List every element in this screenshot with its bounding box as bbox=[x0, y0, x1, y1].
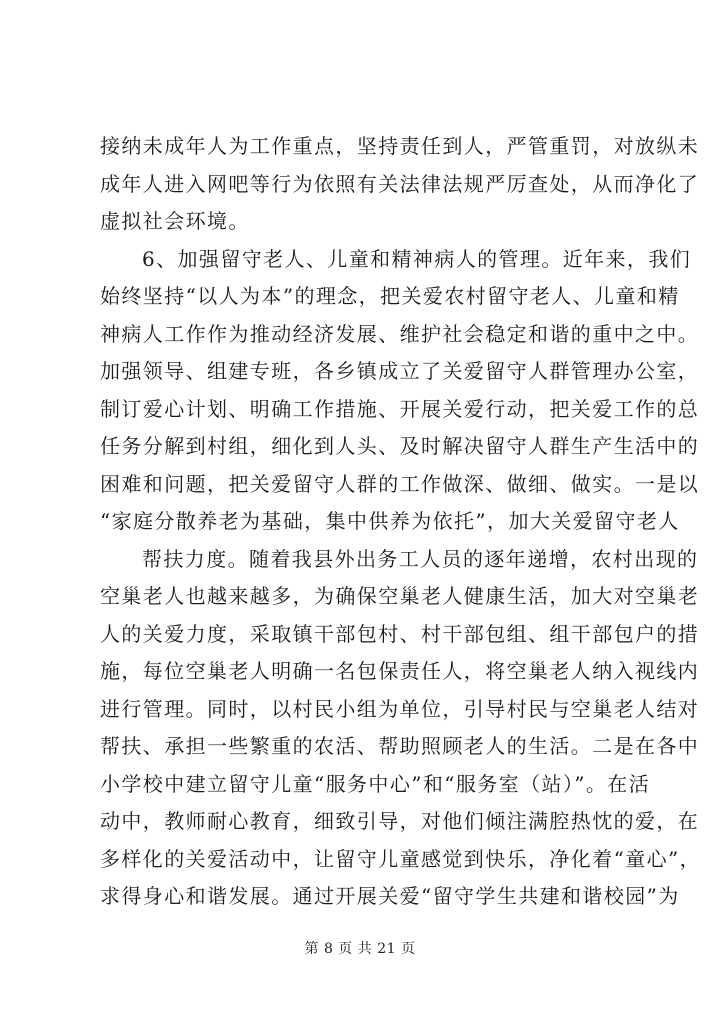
text-line: 制订爱心计划、明确工作措施、开展关爱行动，把关爱工作的总 bbox=[100, 396, 700, 421]
text-line: 进行管理。同时，以村民小组为单位，引导村民与空巢老人结对 bbox=[100, 696, 700, 721]
text-line: 任务分解到村组，细化到人头、及时解决留守人群生产生活中的 bbox=[100, 434, 700, 458]
text-line: 多样化的关爱活动中，让留守儿童感觉到快乐，净化着“童心”， bbox=[100, 846, 702, 871]
text-line: 帮扶、承担一些繁重的农活、帮助照顾老人的生活。二是在各中 bbox=[100, 734, 700, 758]
text-line: 帮扶力度。随着我县外出务工人员的逐年递增，农村出现的 bbox=[142, 546, 699, 571]
text-line: 成年人进入网吧等行为依照有关法律法规严厉查处，从而净化了 bbox=[100, 171, 700, 196]
text-line: “家庭分散养老为基础，集中供养为依托”，加大关爱留守老人 bbox=[100, 509, 680, 533]
text-line: 困难和问题，把关爱留守人群的工作做深、做细、做实。一是以 bbox=[100, 471, 700, 496]
text-line: 6、加强留守老人、儿童和精神病人的管理。近年来，我们 bbox=[142, 246, 692, 271]
text-line: 空巢老人也越来越多，为确保空巢老人健康生活，加大对空巢老 bbox=[100, 584, 700, 608]
text-line: 求得身心和谐发展。通过开展关爱“留守学生共建和谐校园”为 bbox=[100, 884, 680, 908]
body-text bbox=[100, 128, 702, 916]
text-line: 神病人工作作为推动经济发展、维护社会稳定和谐的重中之中。 bbox=[100, 321, 700, 346]
text-line: 虚拟社会环境。 bbox=[100, 209, 250, 233]
text-line: 小学校中建立留守儿童“服务中心”和“服务室（站）”。在活 bbox=[100, 771, 651, 796]
text-line: 接纳未成年人为工作重点，坚持责任到人，严管重罚，对放纵未 bbox=[100, 134, 700, 158]
page-footer: 第 8 页 共 21 页 bbox=[304, 941, 416, 957]
text-line: 加强领导、组建专班，各乡镇成立了关爱留守人群管理办公室， bbox=[100, 359, 700, 383]
text-line: 动中，教师耐心教育，细致引导，对他们倾注满腔热忱的爱，在 bbox=[100, 809, 700, 833]
text-line: 始终坚持“以人为本”的理念，把关爱农村留守老人、儿童和精 bbox=[100, 284, 680, 308]
text-line: 施，每位空巢老人明确一名包保责任人，将空巢老人纳入视线内 bbox=[100, 659, 700, 683]
text-line: 人的关爱力度，采取镇干部包村、村干部包组、组干部包户的措 bbox=[100, 621, 700, 646]
